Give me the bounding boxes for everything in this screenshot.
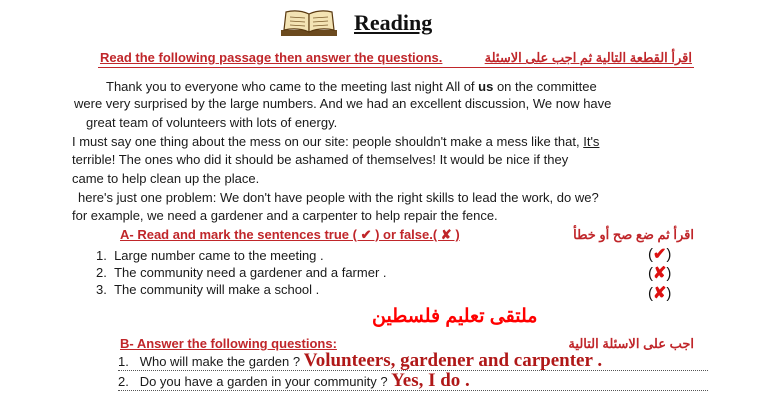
- section-b-label: B- Answer the following questions:: [120, 336, 337, 351]
- passage-line-1: Thank you to everyone who came to the meeting last night All of us on the committee: [106, 79, 597, 94]
- page-title: Reading: [354, 10, 433, 35]
- answer-mark-2: (✘): [648, 265, 672, 282]
- cross-icon: ✘: [653, 285, 667, 302]
- instruction-row: [100, 50, 692, 66]
- answer-text: Yes, I do .: [391, 370, 470, 391]
- section-a-heading: [120, 227, 694, 243]
- answer-mark-3: (✘): [648, 285, 672, 302]
- instruction-english: Read the following passage then answer the questions.: [100, 50, 443, 65]
- passage-line-2: were very surprised by the large numbers. And we had an excellent discussion, We now have: [74, 96, 612, 111]
- check-icon: ✔: [653, 246, 667, 263]
- section-a-arabic: اقرأ ثم ضع صح أو خطأ: [573, 227, 694, 242]
- answer-text: Volunteers, gardener and carpenter .: [303, 350, 603, 371]
- passage-line-6: came to help clean up the place.: [72, 171, 260, 186]
- list-item: 1. Large number came to the meeting .: [96, 248, 324, 263]
- passage-line-8: for example, we need a gardener and a carpenter to help repair the fence.: [72, 208, 498, 223]
- passage-line-7: here's just one problem: We don't have people with the right skills to lead the work, do we?: [78, 190, 599, 205]
- passage-line-5: terrible! The ones who did it should be ashamed of themselves! It would be nice if they: [72, 152, 569, 167]
- instruction-divider: [98, 67, 694, 68]
- title-row: [280, 6, 432, 40]
- section-a-items: [96, 247, 387, 298]
- cross-icon: ✘: [653, 265, 667, 282]
- watermark-text: ملتقى تعليم فلسطين: [372, 306, 538, 327]
- section-b-item-1: 1. Who will make the garden ? Volunteers, gardener and carpenter .: [118, 352, 708, 371]
- list-item: 3. The community will make a school .: [96, 282, 320, 297]
- instruction-arabic: اقرأ القطعة التالية ثم اجب على الاسئلة: [484, 50, 692, 65]
- open-book-icon: [280, 8, 338, 38]
- section-b-item-2: 2. Do you have a garden in your community ? Yes, I do .: [118, 372, 708, 391]
- passage-line-4: I must say one thing about the mess on our site: people shouldn't make a mess like that, It's: [72, 134, 600, 149]
- section-a-label: A- Read and mark the sentences true ( ✔ ) or false.( ✘ ): [120, 227, 460, 242]
- answer-mark-1: (✔): [648, 246, 672, 263]
- list-item: 2. The community need a gardener and a farmer .: [96, 265, 387, 280]
- section-b-arabic: اجب على الاسئلة التالية: [568, 336, 694, 351]
- passage-line-3: great team of volunteers with lots of energy.: [86, 115, 338, 130]
